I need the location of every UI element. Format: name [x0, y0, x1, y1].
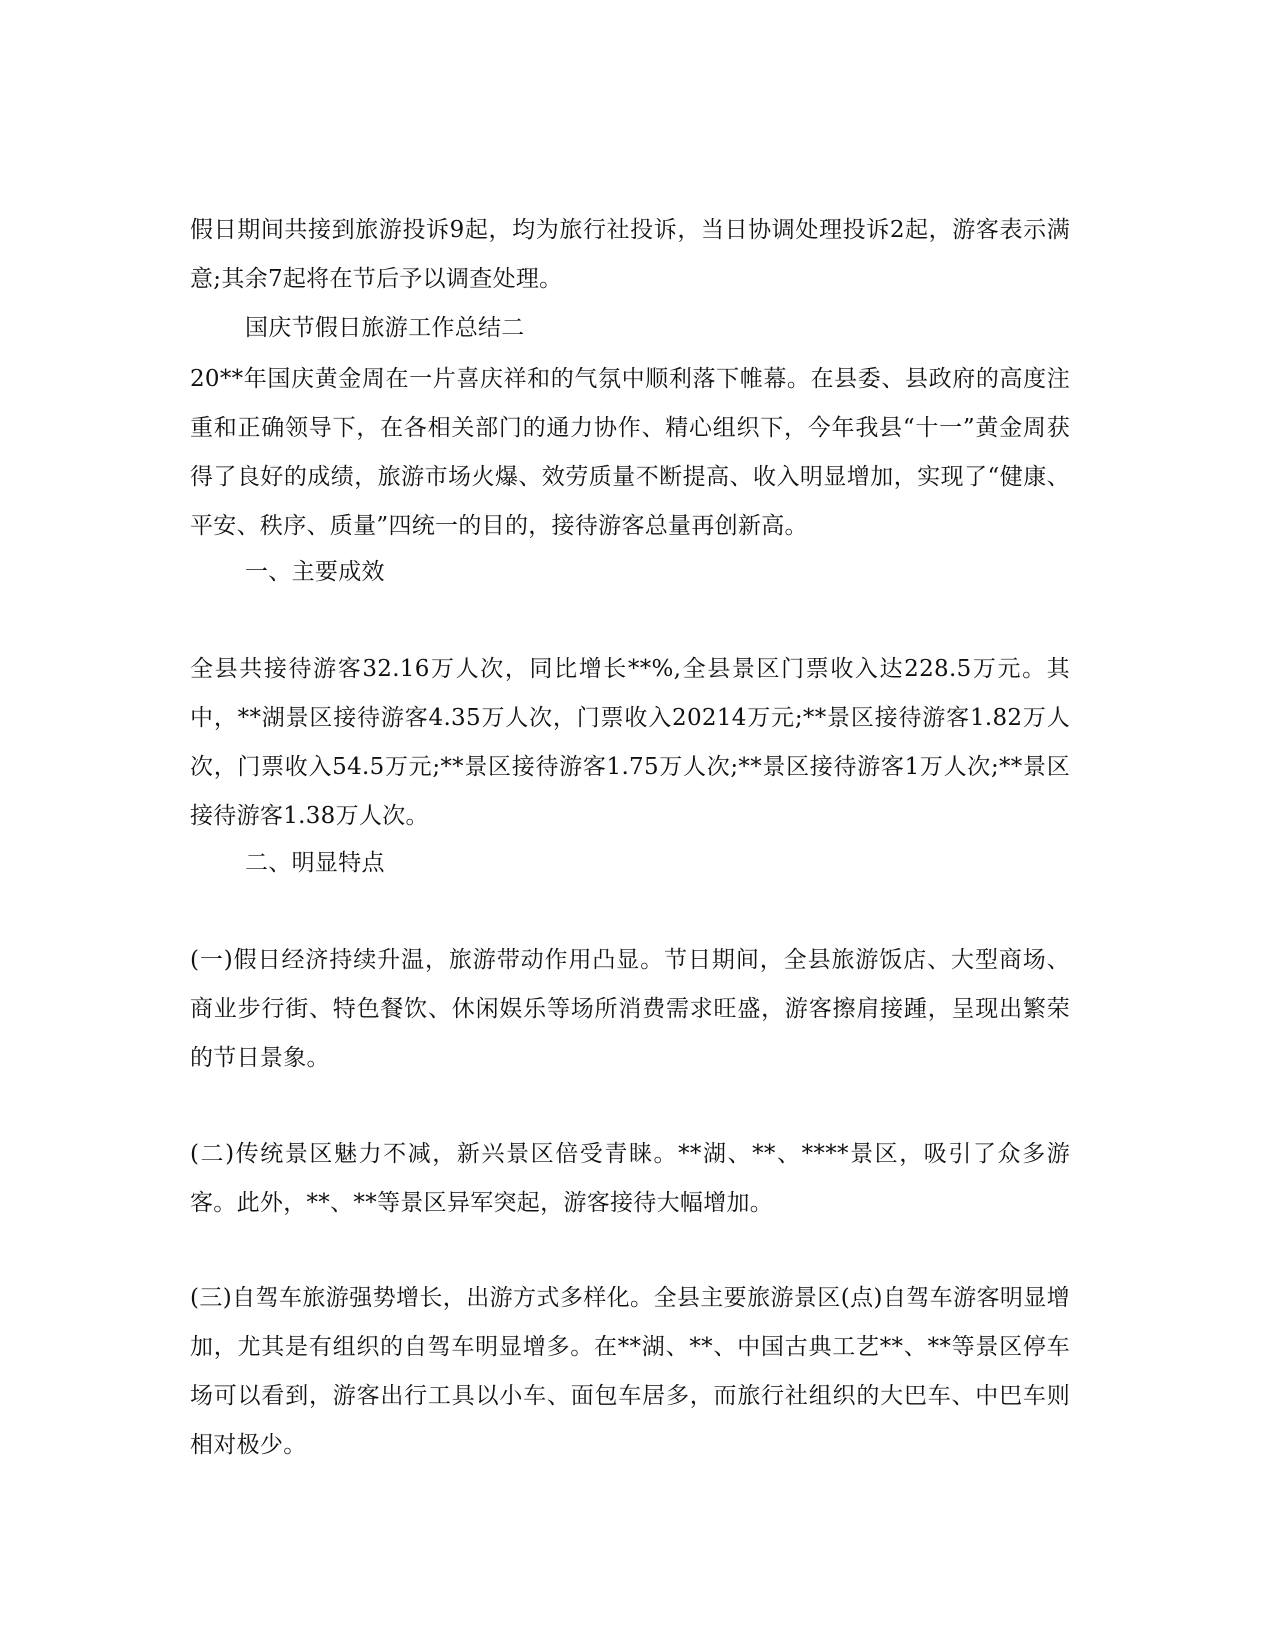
paragraph-results: 全县共接待游客32.16万人次，同比增长**%,全县景区门票收入达228.5万元。其中，**湖景区接待游客4.35万人次，门票收入20214万元;**景区接待游客1.82万人次，门票收入54.5万元;**景区接待游客1.75万人次;**景区接待游客1万人次;**景区接待游客1.38万人次。: [190, 656, 1070, 829]
paragraph-feature-3: (三)自驾车旅游强势增长，出游方式多样化。全县主要旅游景区(点)自驾车游客明显增加，尤其是有组织的自驾车明显增多。在**湖、**、中国古典工艺**、**等景区停车场可以看到，游客出行工具以小车、面包车居多，而旅行社组织的大巴车、中巴车则相对极少。: [190, 1285, 1070, 1458]
heading-main-results: 一、主要成效: [245, 559, 385, 585]
paragraph-complaints: 假日期间共接到旅游投诉9起，均为旅行社投诉，当日协调处理投诉2起，游客表示满意;其余7起将在节后予以调查处理。: [190, 217, 1070, 292]
section-title: 国庆节假日旅游工作总结二: [245, 315, 525, 341]
paragraph-intro: 20**年国庆黄金周在一片喜庆祥和的气氛中顺利落下帷幕。在县委、县政府的高度注重和正确领导下，在各相关部门的通力协作、精心组织下，今年我县“十一”黄金周获得了良好的成绩，旅游市场火爆、效劳质量不断提高、收入明显增加，实现了“健康、平安、秩序、质量”四统一的目的，接待游客总量再创新高。: [190, 366, 1070, 539]
paragraph-feature-1: (一)假日经济持续升温，旅游带动作用凸显。节日期间，全县旅游饭店、大型商场、商业步行街、特色餐饮、休闲娱乐等场所消费需求旺盛，游客擦肩接踵，呈现出繁荣的节日景象。: [190, 947, 1070, 1071]
heading-features: 二、明显特点: [245, 850, 385, 876]
paragraph-feature-2: (二)传统景区魅力不减，新兴景区倍受青睐。**湖、**、****景区，吸引了众多游客。此外，**、**等景区异军突起，游客接待大幅增加。: [190, 1141, 1070, 1216]
